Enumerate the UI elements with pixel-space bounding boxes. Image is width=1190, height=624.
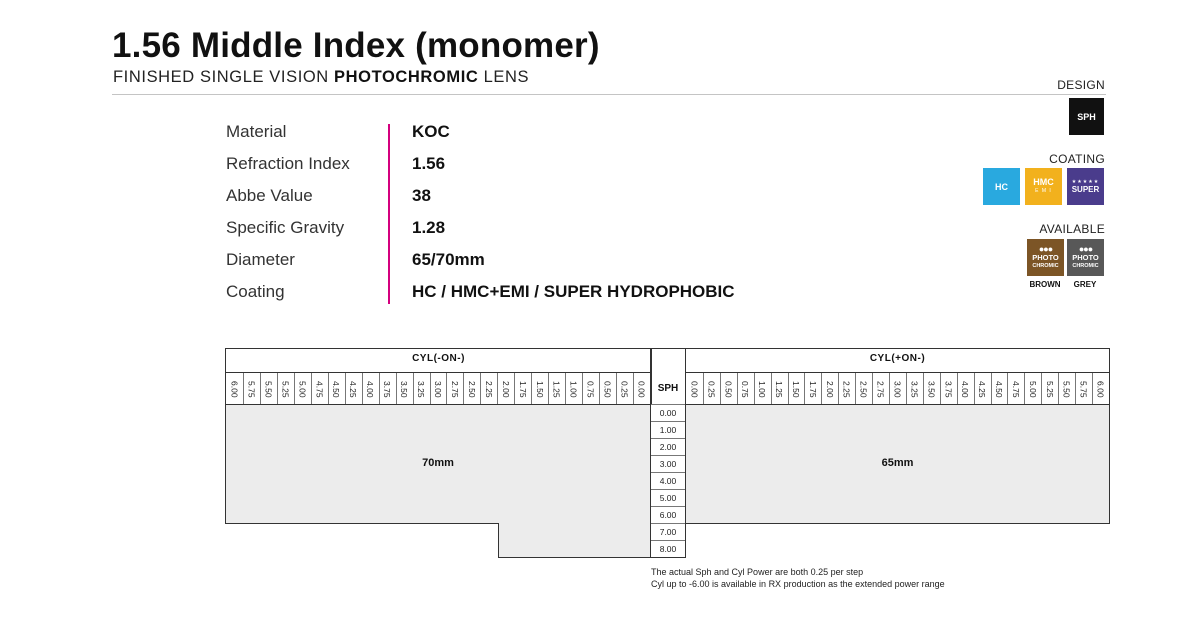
footnote: The actual Sph and Cyl Power are both 0.25 per step	[651, 567, 864, 577]
column-separator	[804, 373, 805, 404]
cyl-column-value: 4.00	[960, 380, 971, 398]
subtitle-prefix: FINISHED SINGLE VISION	[113, 68, 335, 86]
column-separator	[243, 373, 244, 404]
dots-icon: ●●●	[1038, 244, 1053, 254]
cyl-column-value: 5.00	[1027, 380, 1038, 398]
spec-value: 1.28	[412, 218, 446, 237]
spec-row-diameter	[226, 250, 826, 272]
column-separator	[514, 373, 515, 404]
cyl-column-value: 2.00	[500, 380, 511, 398]
spec-label: Diameter	[226, 250, 295, 269]
cyl-column-value: 1.25	[551, 380, 562, 398]
column-separator	[1024, 373, 1025, 404]
grey-caption: GREY	[1073, 280, 1097, 289]
sph-row-value: 6.00	[659, 509, 677, 520]
cyl-column-value: 3.75	[943, 380, 954, 398]
hmc-coating-icon	[1025, 168, 1062, 205]
column-separator	[565, 373, 566, 404]
photo-badge-line2: CHROMIC	[1032, 263, 1059, 269]
sph-row-value: 0.00	[659, 407, 677, 418]
spec-value: 1.56	[412, 154, 446, 173]
cyl-column-value: 1.25	[774, 380, 785, 398]
cyl-column-value: 2.75	[875, 380, 886, 398]
column-separator	[582, 373, 583, 404]
subtitle-emphasis: PHOTOCHROMIC	[334, 68, 479, 86]
photo-badge-line2: CHROMIC	[1072, 263, 1099, 269]
cyl-column-value: 1.75	[807, 380, 818, 398]
spec-row-specific-gravity	[226, 218, 826, 240]
column-separator	[1058, 373, 1059, 404]
sph-row-value: 5.00	[659, 492, 677, 503]
column-separator	[446, 373, 447, 404]
zone-right-bottom	[686, 523, 1110, 524]
page-subtitle	[113, 68, 529, 87]
column-separator	[277, 373, 278, 404]
spec-row-coating	[226, 282, 826, 304]
cyl-column-value: 0.00	[636, 380, 647, 398]
column-separator	[531, 373, 532, 404]
hmc-badge-text: HMC	[1033, 176, 1054, 187]
zone-70mm-label: 70mm	[422, 457, 454, 469]
photochromic-brown-icon	[1027, 239, 1064, 276]
cyl-column-value: 4.50	[994, 380, 1004, 398]
column-separator	[703, 373, 704, 404]
spec-label: Coating	[226, 282, 285, 301]
cyl-column-value: 2.50	[858, 380, 869, 398]
column-separator	[754, 373, 755, 404]
sph-row-value: 1.00	[659, 424, 677, 435]
column-separator	[737, 373, 738, 404]
cyl-column-value: 5.25	[280, 380, 291, 398]
sph-row-value: 2.00	[659, 441, 677, 452]
spec-label: Specific Gravity	[226, 218, 345, 237]
zone-65mm-label: 65mm	[881, 457, 914, 469]
spec-value: 65/70mm	[412, 250, 485, 269]
column-separator	[1092, 373, 1093, 404]
cyl-column-value: 5.50	[263, 380, 274, 398]
cyl-column-value: 3.00	[892, 380, 903, 398]
column-separator	[599, 373, 600, 404]
zone-70mm-lower	[498, 522, 650, 557]
column-separator	[311, 373, 312, 404]
brown-caption: BROWN	[1029, 280, 1061, 289]
column-separator	[294, 373, 295, 404]
available-label: AVAILABLE	[1039, 222, 1105, 236]
cyl-column-value: 4.75	[314, 380, 325, 398]
column-separator	[720, 373, 721, 404]
coating-label: COATING	[1049, 152, 1105, 166]
column-separator	[260, 373, 261, 404]
column-separator	[430, 373, 431, 404]
cyl-column-value: 5.75	[1078, 380, 1089, 398]
photo-badge-line1: PHOTO	[1072, 253, 1099, 262]
header-divider	[112, 94, 1106, 95]
column-separator	[957, 373, 958, 404]
cyl-column-value: 2.25	[841, 380, 852, 398]
column-separator	[328, 373, 329, 404]
column-separator	[889, 373, 890, 404]
cyl-column-value: 5.50	[1061, 380, 1072, 398]
subtitle-suffix: LENS	[478, 68, 530, 86]
sph-row-separator	[651, 540, 685, 541]
column-separator	[974, 373, 975, 404]
cyl-column-value: 1.75	[517, 380, 528, 398]
spec-label: Refraction Index	[226, 154, 350, 173]
column-separator	[1041, 373, 1042, 404]
cyl-column-value: 3.75	[382, 380, 393, 398]
cyl-column-value: 0.50	[723, 380, 734, 398]
column-separator	[413, 373, 414, 404]
cyl-column-value: 0.00	[689, 380, 700, 398]
column-separator	[872, 373, 873, 404]
cyl-column-value: 0.75	[740, 380, 751, 398]
column-separator	[940, 373, 941, 404]
cyl-column-value: 1.50	[790, 380, 801, 398]
cyl-plus-header: CYL(+ON-)	[869, 353, 926, 364]
cyl-column-value: 1.00	[757, 380, 768, 398]
sph-row-separator	[651, 489, 685, 490]
cyl-column-value: 3.00	[433, 380, 443, 398]
photo-badge-line1: PHOTO	[1032, 253, 1059, 262]
column-separator	[855, 373, 856, 404]
spec-label: Material	[226, 122, 287, 141]
spec-divider-line	[388, 124, 390, 304]
cyl-column-value: 0.50	[602, 380, 613, 398]
spec-row-abbe-value	[226, 186, 826, 208]
super-badge-text: SUPER	[1071, 185, 1100, 194]
cyl-column-value: 5.25	[1044, 380, 1055, 398]
zone-step-edge	[498, 523, 499, 558]
cyl-column-value: 3.50	[399, 380, 410, 398]
cyl-column-value: 6.00	[1095, 380, 1106, 398]
spec-value: 38	[412, 186, 431, 205]
cyl-column-value: 6.00	[229, 380, 240, 398]
sph-row-value: 4.00	[659, 475, 677, 486]
cyl-column-value: 0.75	[585, 380, 596, 398]
cyl-column-value: 4.75	[1010, 380, 1021, 398]
column-separator	[616, 373, 617, 404]
dots-icon: ●●●	[1078, 244, 1093, 254]
column-separator	[991, 373, 992, 404]
column-separator	[396, 373, 397, 404]
header-divider-right	[685, 372, 1110, 373]
column-separator	[771, 373, 772, 404]
column-separator	[497, 373, 498, 404]
column-separator	[1075, 373, 1076, 404]
sph-row-separator	[651, 404, 685, 405]
sph-row-value: 7.00	[659, 526, 677, 537]
cyl-column-value: 3.25	[909, 380, 920, 398]
sph-row-separator	[651, 523, 685, 524]
sph-row-separator	[651, 421, 685, 422]
header-divider-left	[225, 372, 652, 373]
column-separator	[838, 373, 839, 404]
hc-coating-icon	[983, 168, 1020, 205]
cyl-column-value: 1.50	[534, 380, 545, 398]
page-title: 1.56 Middle Index (monomer)	[112, 26, 600, 65]
sph-row-value: 3.00	[659, 458, 677, 469]
stars-icon: ★★★★★	[1071, 179, 1100, 185]
spec-value: KOC	[412, 122, 450, 141]
sph-row-value: 8.00	[659, 543, 677, 554]
sph-header: SPH	[657, 383, 679, 394]
zone-lower-bottom	[498, 557, 651, 558]
sph-row-separator	[651, 506, 685, 507]
cyl-column-value: 0.25	[706, 380, 717, 398]
sph-badge-text: SPH	[1077, 111, 1096, 122]
spec-row-material	[226, 122, 826, 144]
column-separator	[379, 373, 380, 404]
design-label: DESIGN	[1057, 78, 1105, 92]
column-separator	[1007, 373, 1008, 404]
cyl-column-value: 4.25	[977, 380, 988, 398]
zone-left-bottom	[225, 523, 499, 524]
sph-design-icon	[1069, 98, 1104, 135]
column-separator	[821, 373, 822, 404]
cyl-column-value: 0.25	[619, 380, 630, 398]
footnote: Cyl up to -6.00 is available in RX production as the extended power range	[651, 579, 945, 589]
cyl-column-value: 2.00	[824, 380, 835, 398]
sph-row-separator	[651, 455, 685, 456]
column-separator	[906, 373, 907, 404]
cyl-minus-header: CYL(-ON-)	[412, 353, 465, 364]
spec-value: HC / HMC+EMI / SUPER HYDROPHOBIC	[412, 282, 735, 301]
photochromic-grey-icon	[1067, 239, 1104, 276]
super-coating-icon	[1067, 168, 1104, 205]
cyl-column-value: 4.50	[331, 380, 342, 398]
hmc-badge-subtext: E M I	[1035, 187, 1052, 194]
column-separator	[480, 373, 481, 404]
cyl-column-value: 3.50	[926, 380, 937, 398]
cyl-column-value: 1.00	[568, 380, 579, 398]
column-separator	[548, 373, 549, 404]
spec-label: Abbe Value	[226, 186, 313, 205]
column-separator	[923, 373, 924, 404]
cyl-column-value: 3.25	[416, 380, 427, 398]
hc-badge-text: HC	[995, 181, 1008, 192]
zone-right-edge	[1109, 404, 1110, 524]
cyl-column-value: 2.25	[483, 380, 494, 398]
column-separator	[633, 373, 634, 404]
sph-row-separator	[651, 438, 685, 439]
cyl-column-value: 4.25	[348, 380, 359, 398]
sph-row-separator	[651, 472, 685, 473]
column-separator	[788, 373, 789, 404]
cyl-column-value: 4.00	[365, 380, 376, 398]
spec-row-refraction-index	[226, 154, 826, 176]
cyl-column-value: 2.50	[466, 380, 477, 398]
cyl-column-value: 5.00	[297, 380, 308, 398]
cyl-column-value: 5.75	[246, 380, 257, 398]
column-separator	[362, 373, 363, 404]
column-separator	[463, 373, 464, 404]
cyl-column-value: 2.75	[449, 380, 460, 398]
column-separator	[345, 373, 346, 404]
